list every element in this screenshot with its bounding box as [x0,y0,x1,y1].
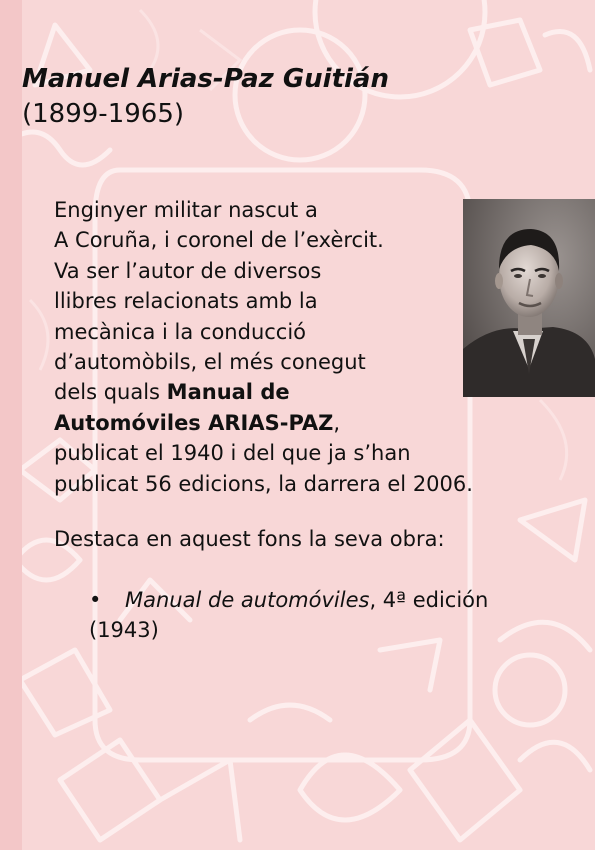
book-title-bold: Manual de [166,380,290,405]
work-detail: , 4ª edición [369,588,489,612]
bio-text: dels quals [54,380,167,405]
bio-line: Va ser l’autor de diversos [54,258,322,283]
life-years: (1899-1965) [22,99,185,129]
work-line [89,585,569,615]
work-list-item [89,585,569,646]
work-title: Manual de automóviles [125,588,370,612]
bio-line: A Coruña, i coronel de l’exèrcit. [54,228,384,253]
bio-line: d’automòbils, el més conegut [54,350,366,375]
works-intro: Destaca en aquest fons la seva obra: [54,527,445,551]
portrait-photo [463,199,595,397]
bio-line [54,408,574,438]
bio-line: Enginyer militar nascut a [54,198,318,222]
bio-line: publicat el 1940 i del que ja s’han [54,441,411,466]
bullet-icon: • [89,588,102,612]
bio-text: , [333,410,341,435]
work-year: (1943) [89,618,159,643]
book-title-bold: Automóviles ARIAS-PAZ [54,410,334,435]
bio-line: publicat 56 edicions, la darrera el 2006. [54,471,473,496]
bio-line: llibres relacionats amb la [54,289,318,314]
bio-line: mecànica i la conducció [54,319,307,344]
person-name: Manuel Arias-Paz Guitián [22,64,389,94]
